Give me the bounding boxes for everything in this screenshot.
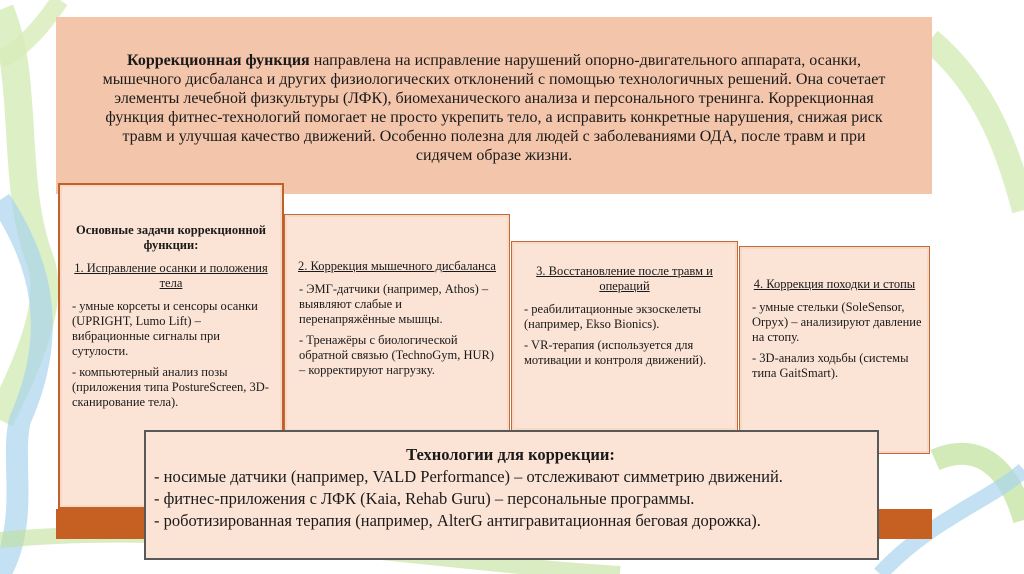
task-title-recovery: 3. Восстановление после травм и операций: [536, 264, 713, 293]
intro-text: направлена на исправление нарушений опорно-двигательного аппарата, осанки, мышечного дисбаланса и других физиологических отклонений с помощью технологичных решений. Она сочетает элементы лечебной физкультуры (ЛФК), биомеханического анализа и персонального тренинга. Коррекционная функция фитнес-технологий помогает не просто укрепить тело, а исправить конкретные нарушения, снижая риск травм и улучшая качество движений. Особенно полезна для людей с заболеваниями ОДА, после травм и при сидячем образе жизни.: [102, 52, 886, 164]
task-item: - умные корсеты и сенсоры осанки (UPRIGHT, Lumo Lift) – вибрационные сигналы при сутулости.: [72, 299, 258, 358]
task-title-posture: 1. Исправление осанки и положения тела: [74, 261, 268, 290]
intro-box: [56, 17, 932, 194]
task-item: - реабилитационные экзоскелеты (например, Ekso Bionics).: [524, 302, 702, 331]
technology-item: - носимые датчики (например, VALD Performance) – отслеживают симметрию движений.: [154, 467, 783, 486]
task-item: - VR-терапия (используется для мотивации и контроля движений).: [524, 338, 707, 367]
task-item: - компьютерный анализ позы (приложения типа PostureScreen, 3D-сканирование тела).: [72, 365, 269, 409]
intro-term: Коррекционная функция: [127, 52, 310, 69]
tasks-heading: Основные задачи коррекционной функции:: [76, 223, 266, 252]
task-item: - Тренажёры с биологической обратной связью (TechnoGym, HUR) – корректируют нагрузку.: [299, 333, 495, 377]
technologies-title: Технологии для коррекции:: [406, 445, 615, 464]
task-item: - умные стельки (SoleSensor, Orpyx) – анализируют давление на стопу.: [752, 300, 922, 344]
task-card-recovery: [511, 241, 738, 431]
task-title-gait: 4. Коррекция походки и стопы: [753, 277, 916, 291]
task-card-gait: [739, 246, 930, 454]
task-item: - ЭМГ-датчики (например, Athos) – выявляют слабые и перенапряжённые мышцы.: [299, 282, 489, 326]
technologies-box: [144, 430, 879, 560]
technology-item: - фитнес-приложения с ЛФК (Kaia, Rehab Guru) – персональные программы.: [154, 489, 695, 508]
task-title-muscle-imbalance: 2. Коррекция мышечного дисбаланса: [298, 259, 496, 273]
task-item: - 3D-анализ ходьбы (системы типа GaitSmart).: [752, 351, 909, 380]
technology-item: - роботизированная терапия (например, AlterG антигравитационная беговая дорожка).: [154, 511, 761, 530]
task-card-muscle-imbalance: [284, 214, 510, 432]
